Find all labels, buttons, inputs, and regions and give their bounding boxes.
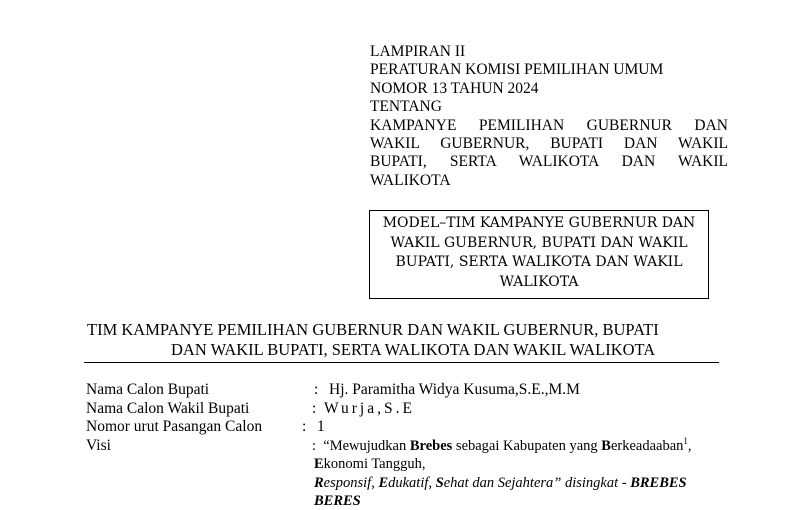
footnote-marker: 1 bbox=[683, 435, 688, 446]
visi-text-part: ehat dan Sejahtera” disingkat - bbox=[443, 474, 631, 491]
field-label: Visi bbox=[86, 436, 111, 454]
header-line: WALIKOTA bbox=[370, 171, 451, 189]
visi-initial: R bbox=[314, 474, 324, 491]
header-line: BUPATI, SERTA WALIKOTA DAN WAKIL bbox=[370, 153, 728, 171]
field-row-visi bbox=[86, 435, 746, 509]
visi-initial: S bbox=[435, 474, 444, 491]
header-line: LAMPIRAN II bbox=[370, 43, 466, 60]
field-label: Nama Calon Wakil Bupati bbox=[86, 399, 250, 417]
field-value: Wurja,S.E bbox=[324, 399, 415, 417]
field-value: Hj. Paramitha Widya Kusuma,S.E.,M.M bbox=[329, 381, 580, 398]
title-line-1: TIM KAMPANYE PEMILIHAN GUBERNUR DAN WAKIL GUBERNUR, BUPATI bbox=[87, 320, 659, 339]
visi-initial: B bbox=[601, 437, 611, 454]
title-line-2: DAN WAKIL BUPATI, SERTA WALIKOTA DAN WAKIL WALIKOTA bbox=[171, 340, 656, 359]
field-separator: : bbox=[312, 437, 317, 454]
visi-text-part: konomi Tangguh, bbox=[323, 456, 426, 473]
visi-emphasis: Brebes bbox=[409, 437, 453, 454]
field-separator: : bbox=[302, 418, 307, 436]
visi-initial: E bbox=[378, 474, 389, 491]
field-row-calon-wakil-bupati bbox=[86, 400, 746, 419]
visi-line-1 bbox=[312, 437, 732, 455]
header-line: KAMPANYE PEMILIHAN GUBERNUR DAN bbox=[370, 116, 728, 134]
lampiran-header bbox=[370, 43, 728, 190]
visi-emphasis: BREBES bbox=[630, 474, 687, 491]
header-line: TENTANG bbox=[370, 98, 442, 116]
visi-text-part: “Mewujudkan bbox=[323, 437, 410, 454]
model-line: MODEL–TIM KAMPANYE GUBERNUR DAN bbox=[382, 215, 696, 231]
field-value: 1 bbox=[317, 418, 325, 436]
visi-text-part: dukatif, bbox=[388, 474, 436, 491]
candidate-fields bbox=[86, 381, 746, 509]
header-line: WAKIL GUBERNUR, BUPATI DAN WAKIL bbox=[370, 135, 728, 153]
visi-text-part: , bbox=[687, 437, 692, 454]
visi-text bbox=[312, 437, 732, 510]
visi-initial: E bbox=[314, 456, 324, 473]
field-row-calon-bupati bbox=[86, 381, 746, 400]
field-label: Nomor urut Pasangan Calon bbox=[86, 418, 263, 436]
model-line: BUPATI, SERTA WALIKOTA DAN WAKIL bbox=[395, 254, 683, 270]
visi-line-2 bbox=[312, 455, 732, 473]
title-underline bbox=[84, 362, 719, 363]
visi-line-4: BERES bbox=[314, 493, 361, 509]
model-line: WALIKOTA bbox=[499, 273, 579, 290]
field-separator: : bbox=[314, 381, 319, 398]
field-row-nomor-urut bbox=[86, 418, 746, 437]
model-label-box bbox=[369, 210, 709, 299]
model-line: WAKIL GUBERNUR, BUPATI DAN WAKIL bbox=[390, 234, 688, 251]
field-label: Nama Calon Bupati bbox=[86, 381, 210, 398]
header-line: NOMOR 13 TAHUN 2024 bbox=[370, 79, 539, 97]
document-title bbox=[87, 320, 727, 360]
header-line: PERATURAN KOMISI PEMILIHAN UMUM bbox=[370, 61, 664, 79]
visi-text-part: esponsif, bbox=[323, 474, 379, 491]
visi-line-3 bbox=[312, 474, 732, 492]
visi-text-part: erkeadaaban bbox=[610, 437, 684, 454]
field-separator: : bbox=[312, 399, 317, 417]
visi-text-part: sebagai Kabupaten yang bbox=[452, 437, 602, 454]
